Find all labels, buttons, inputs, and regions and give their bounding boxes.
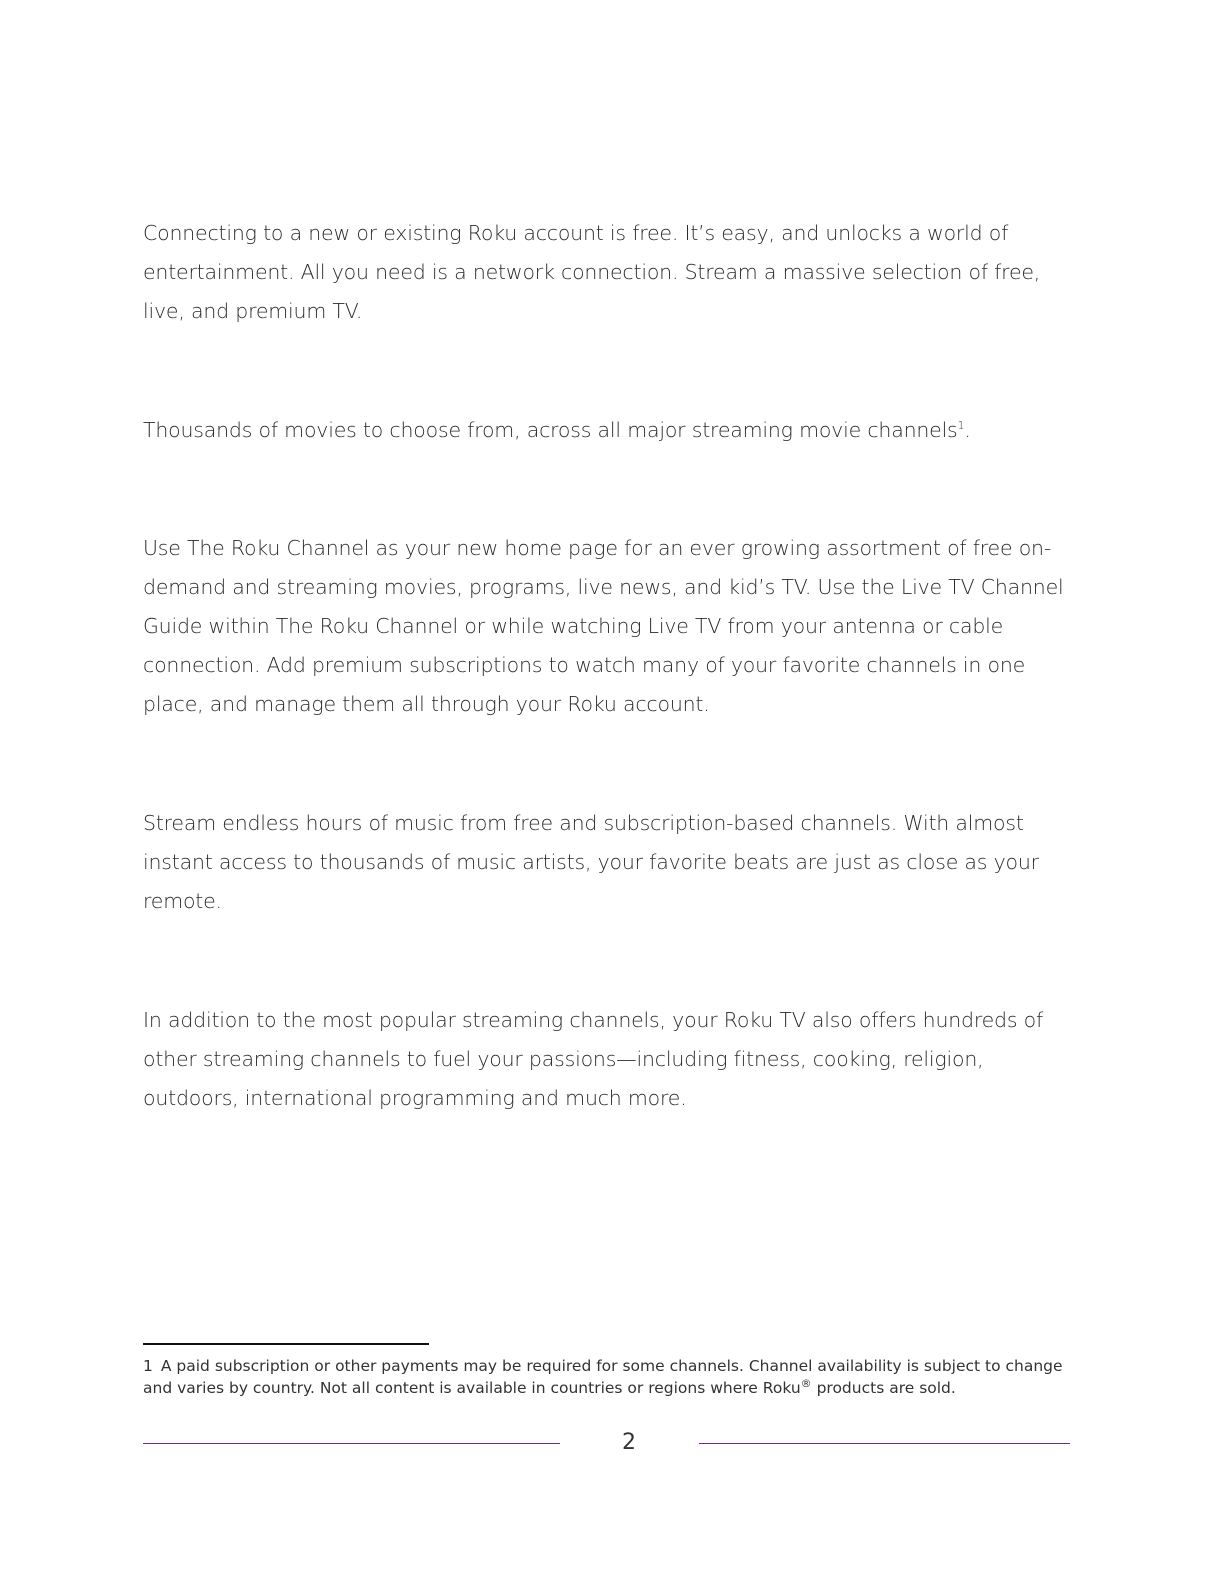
paragraph-account: Connecting to a new or existing Roku account is free. It’s easy, and unlocks a world of entertainment. All you need is a network connection. Stream a massive selection of free, live, and premium TV. bbox=[143, 221, 1041, 323]
footnote-reference[interactable]: 1 bbox=[957, 419, 965, 433]
footer-rule-right bbox=[699, 1443, 1070, 1444]
footnote-divider bbox=[143, 1343, 429, 1345]
paragraph-other-channels: In addition to the most popular streaming channels, your Roku TV also offers hundreds of other streaming channels to fuel your passions—including fitness, cooking, religion, outdoors, international programming and much more. bbox=[143, 1008, 1044, 1110]
paragraph-movies-text: Thousands of movies to choose from, across all major streaming movie channels bbox=[143, 418, 958, 442]
footnote-number: 1 bbox=[143, 1357, 153, 1375]
paragraph-movies-end: . bbox=[964, 418, 971, 442]
footnote-text: A paid subscription or other payments may be required for some channels. Channel availability is subject to change and varies by country. Not all content is available in countries or regions where Roku bbox=[143, 1357, 1063, 1397]
page-number: 2 bbox=[622, 1430, 636, 1455]
paragraph-movies bbox=[143, 411, 1078, 450]
footnote bbox=[143, 1356, 1063, 1399]
paragraph-music: Stream endless hours of music from free and subscription-based channels. With almost instant access to thousands of music artists, your favorite beats are just as close as your remote. bbox=[143, 811, 1039, 913]
paragraph-roku-channel: Use The Roku Channel as your new home page for an ever growing assortment of free on-demand and streaming movies, programs, live news, and kid’s TV. Use the Live TV Channel Guide within The Roku Channel or while watching Live TV from your antenna or cable connection. Add premium subscriptions to watch many of your favorite channels in one place, and manage them all through your Roku account. bbox=[143, 536, 1064, 716]
footer-rule-left bbox=[143, 1443, 560, 1444]
footnote-text-end: products are sold. bbox=[811, 1378, 956, 1397]
registered-mark: ® bbox=[800, 1376, 812, 1390]
